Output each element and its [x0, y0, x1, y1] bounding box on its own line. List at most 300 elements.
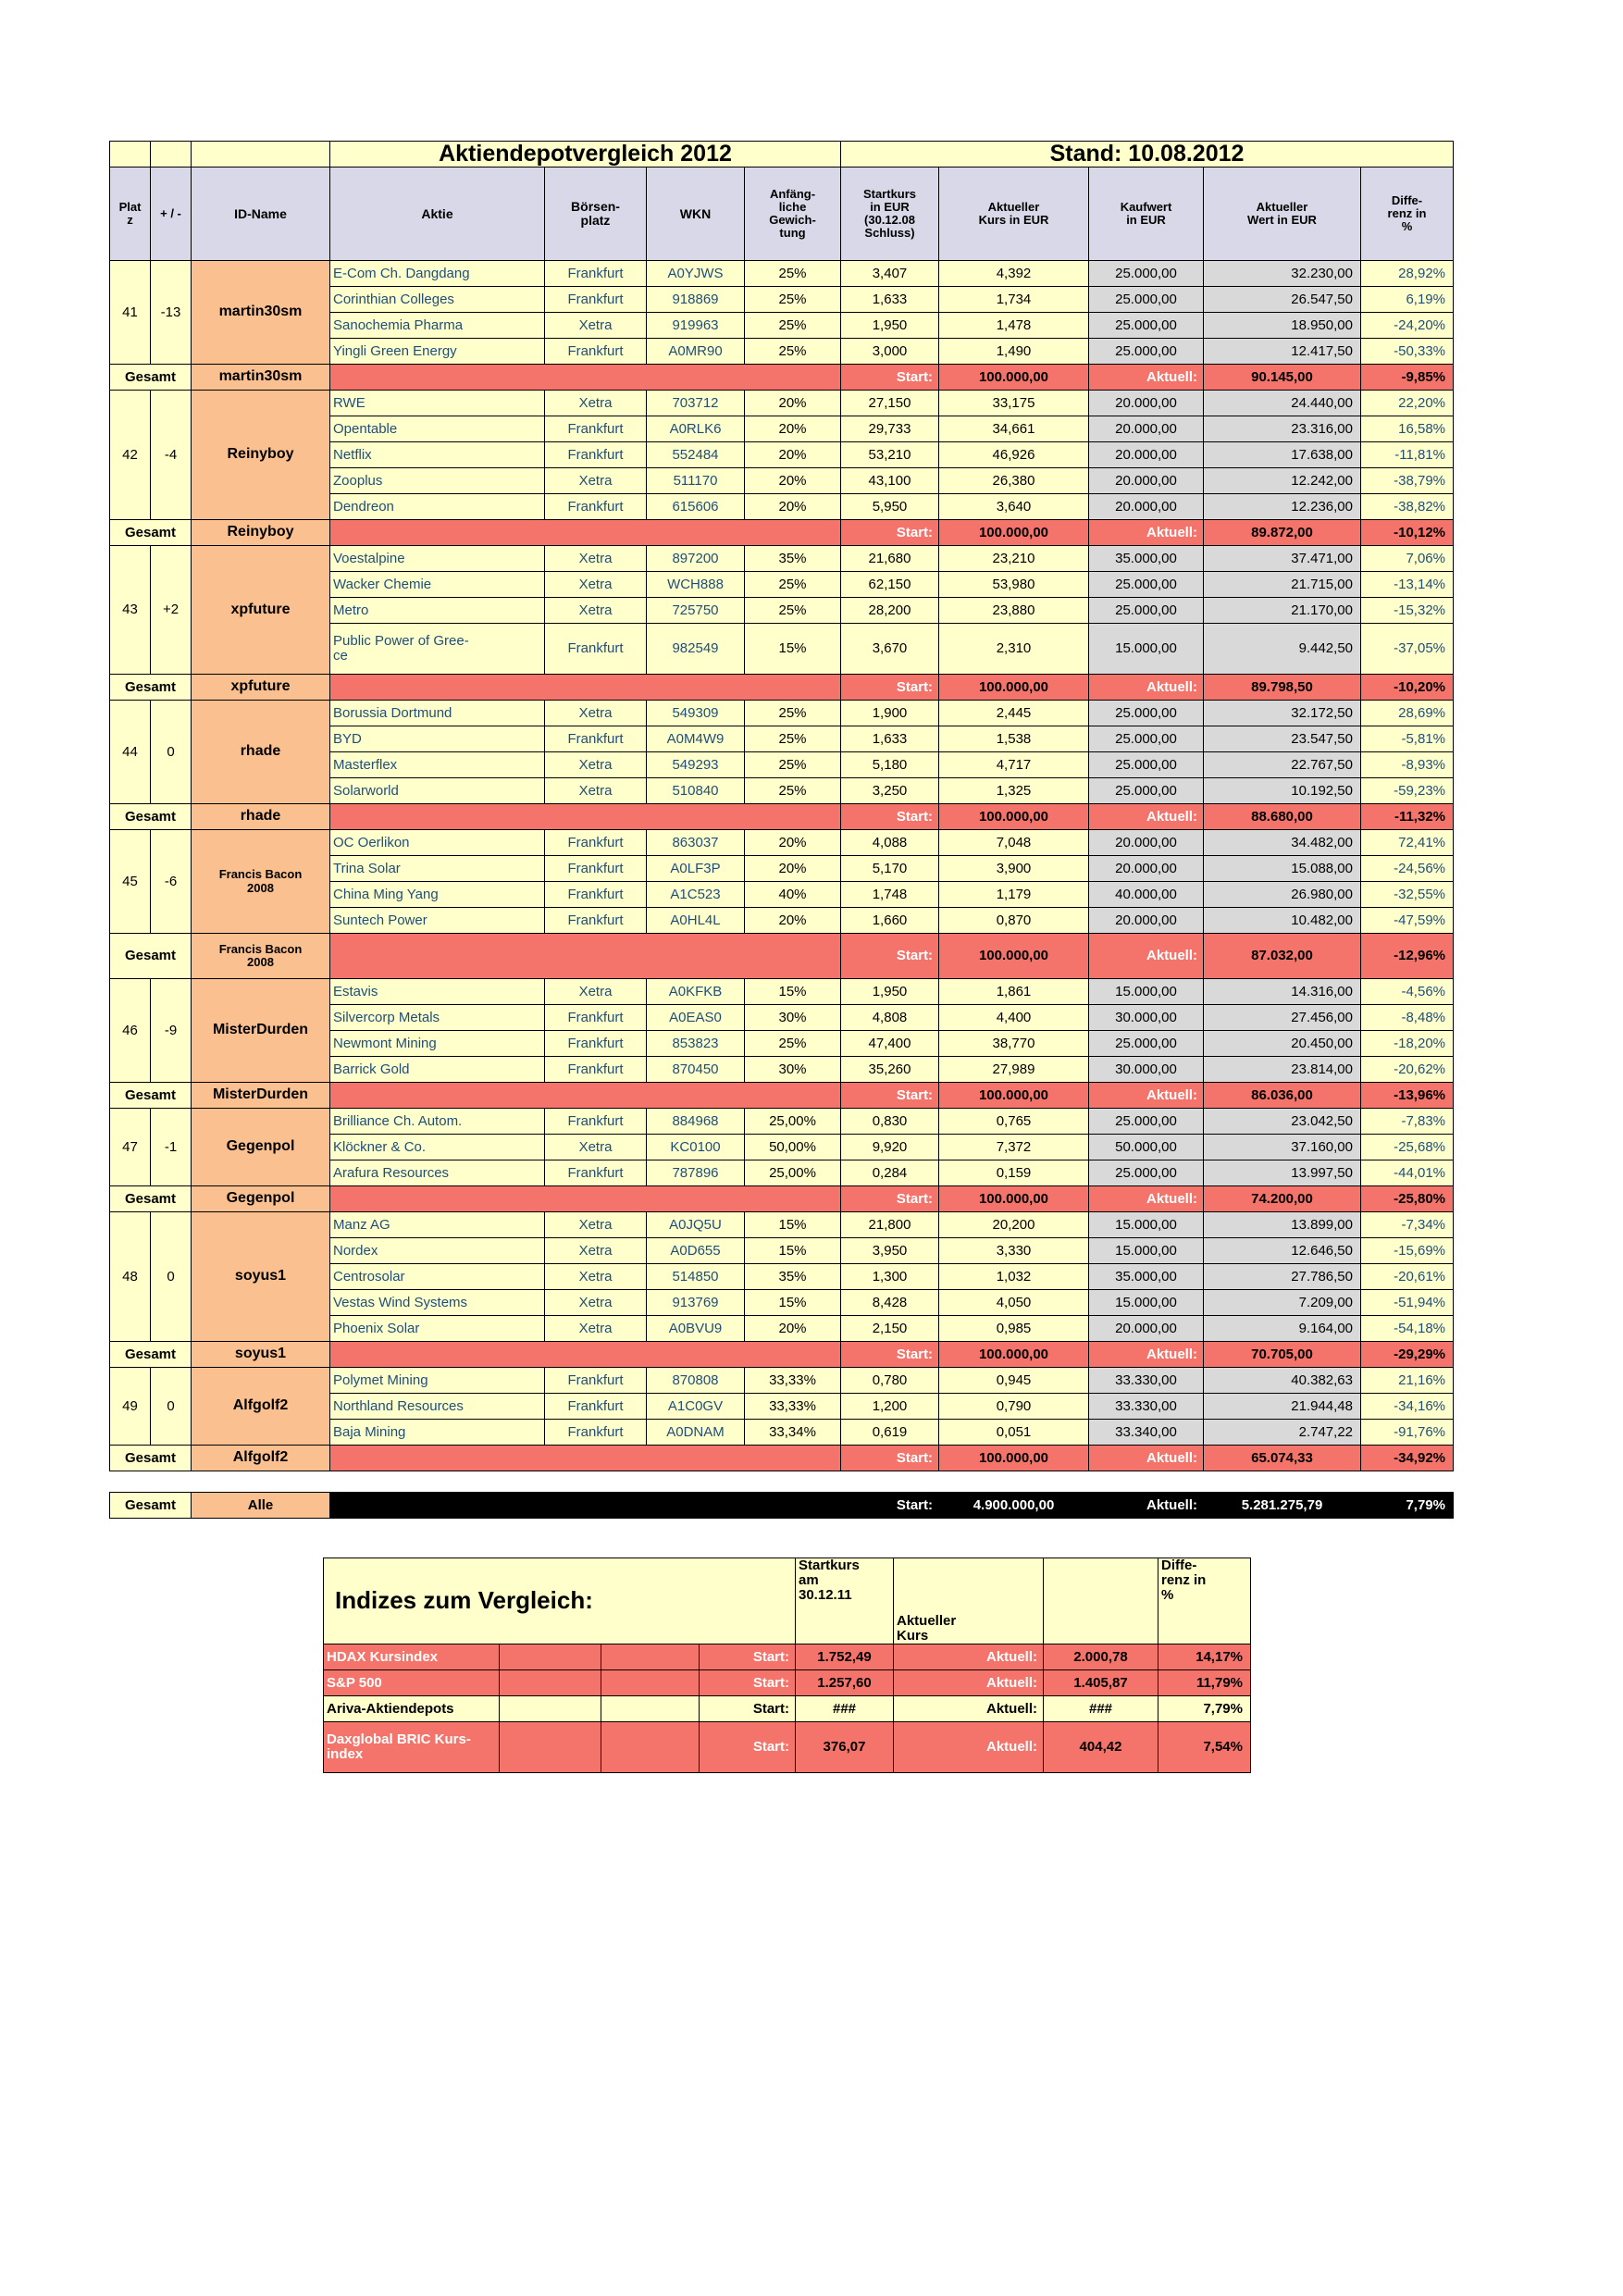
stock-exchange: Frankfurt: [545, 624, 647, 675]
depot-change: -1: [151, 1109, 192, 1186]
stock-weight: 25%: [745, 598, 841, 624]
index-start-value: ###: [796, 1696, 894, 1722]
stock-difference: -15,69%: [1361, 1238, 1454, 1264]
stock-start-price: 1,300: [841, 1264, 939, 1290]
depot-total-row: [110, 675, 1454, 701]
stock-wkn: A0D655: [647, 1238, 745, 1264]
stock-exchange: Frankfurt: [545, 339, 647, 365]
stock-current-price: 53,980: [939, 572, 1089, 598]
stock-name: Polymet Mining: [330, 1368, 545, 1394]
stock-buy-value: 25.000,00: [1089, 726, 1204, 752]
stock-current-price: 0,985: [939, 1316, 1089, 1342]
stock-buy-value: 25.000,00: [1089, 598, 1204, 624]
stock-name: China Ming Yang: [330, 882, 545, 908]
stock-wkn: 853823: [647, 1031, 745, 1057]
stock-wkn: 897200: [647, 546, 745, 572]
stock-start-price: 27,150: [841, 391, 939, 416]
stock-wkn: A0YJWS: [647, 261, 745, 287]
stock-wkn: A0M4W9: [647, 726, 745, 752]
stock-current-price: 2,310: [939, 624, 1089, 675]
depot-difference: -34,92%: [1361, 1446, 1454, 1471]
depot-change: -9: [151, 979, 192, 1083]
depot-platz: 45: [110, 830, 151, 934]
index-col-diff: Diffe- renz in %: [1158, 1558, 1251, 1644]
stock-current-price: 1,538: [939, 726, 1089, 752]
stock-start-price: 1,200: [841, 1394, 939, 1420]
index-row: [324, 1670, 1251, 1696]
start-label: Start:: [841, 1342, 939, 1368]
gesamt-blank-1: [330, 365, 841, 391]
stock-buy-value: 20.000,00: [1089, 830, 1204, 856]
stock-start-price: 21,800: [841, 1212, 939, 1238]
stock-wkn: A0HL4L: [647, 908, 745, 934]
start-label: Start:: [841, 804, 939, 830]
start-label: Start:: [841, 365, 939, 391]
stock-exchange: Frankfurt: [545, 856, 647, 882]
stock-weight: 15%: [745, 979, 841, 1005]
stock-exchange: Xetra: [545, 1290, 647, 1316]
stock-exchange: Xetra: [545, 752, 647, 778]
stock-current-price: 1,861: [939, 979, 1089, 1005]
stock-wkn: A1C523: [647, 882, 745, 908]
stock-name: Newmont Mining: [330, 1031, 545, 1057]
gesamt-depot-name: rhade: [192, 804, 330, 830]
stock-weight: 33,33%: [745, 1394, 841, 1420]
stock-name: Opentable: [330, 416, 545, 442]
stock-start-price: 3,250: [841, 778, 939, 804]
stock-difference: 22,20%: [1361, 391, 1454, 416]
col-header-startkurs: Startkurs in EUR (30.12.08 Schluss): [841, 168, 939, 261]
stock-name: Manz AG: [330, 1212, 545, 1238]
stock-name: Borussia Dortmund: [330, 701, 545, 726]
table-row: [110, 1368, 1454, 1394]
stock-weight: 25%: [745, 1031, 841, 1057]
stock-current-price: 27,989: [939, 1057, 1089, 1083]
stock-start-price: 53,210: [841, 442, 939, 468]
depot-total-row: [110, 365, 1454, 391]
stock-exchange: Frankfurt: [545, 726, 647, 752]
stock-weight: 40%: [745, 882, 841, 908]
depot-platz: 48: [110, 1212, 151, 1342]
stock-wkn: 787896: [647, 1160, 745, 1186]
index-start-label: Start:: [700, 1644, 796, 1670]
index-current-value: 2.000,78: [1044, 1644, 1158, 1670]
stock-current-price: 0,870: [939, 908, 1089, 934]
stock-buy-value: 25.000,00: [1089, 287, 1204, 313]
stock-name: Vestas Wind Systems: [330, 1290, 545, 1316]
gesamt-depot-name: Francis Bacon 2008: [192, 934, 330, 979]
stock-buy-value: 33.340,00: [1089, 1420, 1204, 1446]
spacer-cell: [110, 1471, 1454, 1493]
depot-platz: 46: [110, 979, 151, 1083]
stock-exchange: Xetra: [545, 468, 647, 494]
gesamt-blank-1: [330, 675, 841, 701]
stock-weight: 25%: [745, 261, 841, 287]
stock-start-price: 1,748: [841, 882, 939, 908]
gesamt-label: Gesamt: [110, 804, 192, 830]
depot-difference: -9,85%: [1361, 365, 1454, 391]
stock-start-price: 0,830: [841, 1109, 939, 1135]
stock-start-price: 62,150: [841, 572, 939, 598]
stock-difference: 16,58%: [1361, 416, 1454, 442]
stock-wkn: 884968: [647, 1109, 745, 1135]
depot-name: Alfgolf2: [192, 1368, 330, 1446]
stock-start-price: 28,200: [841, 598, 939, 624]
col-header-aktueller-wert: Aktueller Wert in EUR: [1204, 168, 1361, 261]
stock-weight: 25%: [745, 313, 841, 339]
start-label: Start:: [841, 675, 939, 701]
stock-weight: 20%: [745, 391, 841, 416]
index-difference: 14,17%: [1158, 1644, 1251, 1670]
stock-start-price: 47,400: [841, 1031, 939, 1057]
gesamt-depot-name: soyus1: [192, 1342, 330, 1368]
depot-change: 0: [151, 1368, 192, 1446]
stock-buy-value: 20.000,00: [1089, 908, 1204, 934]
stock-buy-value: 33.330,00: [1089, 1368, 1204, 1394]
stock-wkn: A0JQ5U: [647, 1212, 745, 1238]
depot-current-value: 89.872,00: [1204, 520, 1361, 546]
stock-current-price: 0,790: [939, 1394, 1089, 1420]
col-header-aktie: Aktie: [330, 168, 545, 261]
stock-name: Baja Mining: [330, 1420, 545, 1446]
stock-exchange: Xetra: [545, 572, 647, 598]
stock-current-price: 3,900: [939, 856, 1089, 882]
stock-current-value: 23.042,50: [1204, 1109, 1361, 1135]
stock-wkn: 514850: [647, 1264, 745, 1290]
stock-buy-value: 25.000,00: [1089, 1160, 1204, 1186]
gesamt-label: Gesamt: [110, 934, 192, 979]
stock-weight: 20%: [745, 908, 841, 934]
stock-exchange: Xetra: [545, 313, 647, 339]
gesamt-label: Gesamt: [110, 675, 192, 701]
depot-start-value: 100.000,00: [939, 934, 1089, 979]
stock-weight: 20%: [745, 416, 841, 442]
stock-current-value: 12.646,50: [1204, 1238, 1361, 1264]
stock-wkn: 549309: [647, 701, 745, 726]
depot-comparison-table: [109, 141, 1454, 1519]
grand-current-value: 5.281.275,79: [1204, 1493, 1361, 1519]
index-start-value: 1.257,60: [796, 1670, 894, 1696]
grand-start-label: Start:: [841, 1493, 939, 1519]
gesamt-label: Gesamt: [110, 365, 192, 391]
depot-change: 0: [151, 701, 192, 804]
stock-weight: 15%: [745, 1212, 841, 1238]
stock-current-price: 1,179: [939, 882, 1089, 908]
stock-current-price: 4,400: [939, 1005, 1089, 1031]
stock-difference: -24,20%: [1361, 313, 1454, 339]
stock-buy-value: 15.000,00: [1089, 1238, 1204, 1264]
stock-start-price: 4,088: [841, 830, 939, 856]
stock-exchange: Frankfurt: [545, 1057, 647, 1083]
depot-name: MisterDurden: [192, 979, 330, 1083]
title-row: [110, 142, 1454, 168]
depot-platz: 44: [110, 701, 151, 804]
depot-total-row: [110, 934, 1454, 979]
stock-current-price: 2,445: [939, 701, 1089, 726]
stock-current-value: 21.170,00: [1204, 598, 1361, 624]
stock-difference: -25,68%: [1361, 1135, 1454, 1160]
stock-exchange: Xetra: [545, 598, 647, 624]
spacer-row: [110, 1471, 1454, 1493]
stock-wkn: 510840: [647, 778, 745, 804]
stock-start-price: 43,100: [841, 468, 939, 494]
stock-weight: 25%: [745, 339, 841, 365]
page-title: Aktiendepotvergleich 2012: [330, 142, 841, 168]
aktuell-label: Aktuell:: [1089, 1186, 1204, 1212]
col-header-gewichtung: Anfäng- liche Gewich- tung: [745, 168, 841, 261]
stock-current-value: 13.899,00: [1204, 1212, 1361, 1238]
stock-buy-value: 15.000,00: [1089, 624, 1204, 675]
stock-weight: 30%: [745, 1057, 841, 1083]
stock-buy-value: 20.000,00: [1089, 1316, 1204, 1342]
aktuell-label: Aktuell:: [1089, 675, 1204, 701]
stock-exchange: Frankfurt: [545, 261, 647, 287]
stock-current-value: 37.160,00: [1204, 1135, 1361, 1160]
stock-start-price: 1,950: [841, 979, 939, 1005]
depot-name: rhade: [192, 701, 330, 804]
stock-name: OC Oerlikon: [330, 830, 545, 856]
col-header-kaufwert: Kaufwert in EUR: [1089, 168, 1204, 261]
stock-buy-value: 25.000,00: [1089, 572, 1204, 598]
stock-current-value: 17.638,00: [1204, 442, 1361, 468]
stock-weight: 35%: [745, 1264, 841, 1290]
depot-name: Reinyboy: [192, 391, 330, 520]
stock-difference: 7,06%: [1361, 546, 1454, 572]
gesamt-blank-1: [330, 1186, 841, 1212]
stock-exchange: Frankfurt: [545, 287, 647, 313]
stock-name: Voestalpine: [330, 546, 545, 572]
stock-buy-value: 25.000,00: [1089, 701, 1204, 726]
stock-current-price: 0,159: [939, 1160, 1089, 1186]
stock-difference: -24,56%: [1361, 856, 1454, 882]
stock-exchange: Xetra: [545, 1135, 647, 1160]
stock-wkn: 913769: [647, 1290, 745, 1316]
stock-weight: 15%: [745, 624, 841, 675]
stock-start-price: 8,428: [841, 1290, 939, 1316]
stock-exchange: Frankfurt: [545, 1394, 647, 1420]
stock-exchange: Xetra: [545, 1212, 647, 1238]
stock-weight: 35%: [745, 546, 841, 572]
stock-name: Zooplus: [330, 468, 545, 494]
stock-exchange: Xetra: [545, 391, 647, 416]
depot-current-value: 86.036,00: [1204, 1083, 1361, 1109]
stock-difference: 28,92%: [1361, 261, 1454, 287]
stock-current-value: 15.088,00: [1204, 856, 1361, 882]
stock-weight: 25,00%: [745, 1109, 841, 1135]
grand-alle-name: Alle: [192, 1493, 330, 1519]
stock-current-price: 1,032: [939, 1264, 1089, 1290]
stock-start-price: 2,150: [841, 1316, 939, 1342]
stock-name: Wacker Chemie: [330, 572, 545, 598]
index-aktuell-label: Aktuell:: [894, 1644, 1044, 1670]
depot-start-value: 100.000,00: [939, 520, 1089, 546]
grand-difference: 7,79%: [1361, 1493, 1454, 1519]
stock-name: Trina Solar: [330, 856, 545, 882]
stock-name: BYD: [330, 726, 545, 752]
stock-current-price: 7,048: [939, 830, 1089, 856]
stock-difference: -11,81%: [1361, 442, 1454, 468]
index-blank-2: [601, 1722, 700, 1773]
index-row: [324, 1696, 1251, 1722]
stock-current-value: 2.747,22: [1204, 1420, 1361, 1446]
stock-weight: 25%: [745, 572, 841, 598]
stock-exchange: Xetra: [545, 1264, 647, 1290]
stock-current-value: 21.944,48: [1204, 1394, 1361, 1420]
header-spacer-1: [110, 142, 151, 168]
stock-start-price: 35,260: [841, 1057, 939, 1083]
stock-difference: -8,93%: [1361, 752, 1454, 778]
grand-aktuell-label: Aktuell:: [1089, 1493, 1204, 1519]
depot-start-value: 100.000,00: [939, 365, 1089, 391]
stock-current-price: 23,880: [939, 598, 1089, 624]
gesamt-depot-name: martin30sm: [192, 365, 330, 391]
depot-name: martin30sm: [192, 261, 330, 365]
stock-name: Dendreon: [330, 494, 545, 520]
gesamt-blank-1: [330, 1342, 841, 1368]
stock-current-value: 9.442,50: [1204, 624, 1361, 675]
stock-current-price: 0,051: [939, 1420, 1089, 1446]
stock-wkn: 870450: [647, 1057, 745, 1083]
stock-buy-value: 15.000,00: [1089, 1290, 1204, 1316]
stock-buy-value: 15.000,00: [1089, 979, 1204, 1005]
index-row: [324, 1722, 1251, 1773]
index-aktuell-label: Aktuell:: [894, 1722, 1044, 1773]
stock-wkn: A0KFKB: [647, 979, 745, 1005]
index-difference: 7,54%: [1158, 1722, 1251, 1773]
stock-current-value: 32.172,50: [1204, 701, 1361, 726]
stock-exchange: Xetra: [545, 701, 647, 726]
stock-buy-value: 25.000,00: [1089, 1031, 1204, 1057]
stock-wkn: 615606: [647, 494, 745, 520]
depot-platz: 47: [110, 1109, 151, 1186]
stock-current-value: 21.715,00: [1204, 572, 1361, 598]
stock-difference: -4,56%: [1361, 979, 1454, 1005]
stock-exchange: Frankfurt: [545, 882, 647, 908]
index-name: Daxglobal BRIC Kurs- index: [324, 1722, 500, 1773]
aktuell-label: Aktuell:: [1089, 934, 1204, 979]
stock-exchange: Frankfurt: [545, 442, 647, 468]
index-title: Indizes zum Vergleich:: [324, 1558, 796, 1644]
stock-start-price: 29,733: [841, 416, 939, 442]
stock-name: Corinthian Colleges: [330, 287, 545, 313]
depot-platz: 43: [110, 546, 151, 675]
stock-current-price: 46,926: [939, 442, 1089, 468]
stock-current-value: 23.547,50: [1204, 726, 1361, 752]
stock-buy-value: 35.000,00: [1089, 1264, 1204, 1290]
stock-exchange: Xetra: [545, 979, 647, 1005]
depot-total-row: [110, 1186, 1454, 1212]
col-header-differenz: Diffe- renz in %: [1361, 168, 1454, 261]
index-aktuell-label: Aktuell:: [894, 1670, 1044, 1696]
depot-total-row: [110, 804, 1454, 830]
stock-exchange: Frankfurt: [545, 416, 647, 442]
stock-buy-value: 25.000,00: [1089, 313, 1204, 339]
stock-wkn: A0MR90: [647, 339, 745, 365]
depot-platz: 49: [110, 1368, 151, 1446]
stock-name: Suntech Power: [330, 908, 545, 934]
stock-buy-value: 20.000,00: [1089, 391, 1204, 416]
stock-difference: -7,34%: [1361, 1212, 1454, 1238]
gesamt-depot-name: xpfuture: [192, 675, 330, 701]
stock-start-price: 5,170: [841, 856, 939, 882]
stock-difference: -34,16%: [1361, 1394, 1454, 1420]
gesamt-label: Gesamt: [110, 1186, 192, 1212]
stock-start-price: 1,633: [841, 287, 939, 313]
index-row: [324, 1644, 1251, 1670]
table-row: [110, 979, 1454, 1005]
stock-weight: 15%: [745, 1238, 841, 1264]
stand-label: Stand: 10.08.2012: [841, 142, 1454, 168]
stock-current-price: 3,330: [939, 1238, 1089, 1264]
stock-weight: 20%: [745, 856, 841, 882]
table-row: [110, 391, 1454, 416]
index-difference: 7,79%: [1158, 1696, 1251, 1722]
index-blank-1: [500, 1670, 601, 1696]
start-label: Start:: [841, 1083, 939, 1109]
index-blank-2: [601, 1696, 700, 1722]
stock-current-value: 40.382,63: [1204, 1368, 1361, 1394]
stock-buy-value: 20.000,00: [1089, 468, 1204, 494]
gesamt-depot-name: Reinyboy: [192, 520, 330, 546]
stock-start-price: 3,407: [841, 261, 939, 287]
gesamt-blank-1: [330, 1083, 841, 1109]
stock-difference: -20,61%: [1361, 1264, 1454, 1290]
stock-current-price: 26,380: [939, 468, 1089, 494]
stock-current-price: 38,770: [939, 1031, 1089, 1057]
table-row: [110, 701, 1454, 726]
depot-difference: -10,20%: [1361, 675, 1454, 701]
col-header-boersenplatz: Börsen- platz: [545, 168, 647, 261]
stock-name: Nordex: [330, 1238, 545, 1264]
stock-exchange: Frankfurt: [545, 494, 647, 520]
stock-difference: -15,32%: [1361, 598, 1454, 624]
stock-exchange: Frankfurt: [545, 1160, 647, 1186]
stock-wkn: A0RLK6: [647, 416, 745, 442]
stock-current-value: 10.192,50: [1204, 778, 1361, 804]
table-row: [110, 546, 1454, 572]
stock-exchange: Frankfurt: [545, 1031, 647, 1057]
stock-buy-value: 30.000,00: [1089, 1005, 1204, 1031]
stock-current-value: 22.767,50: [1204, 752, 1361, 778]
depot-difference: -13,96%: [1361, 1083, 1454, 1109]
stock-name: Solarworld: [330, 778, 545, 804]
stock-name: Public Power of Gree- ce: [330, 624, 545, 675]
stock-start-price: 1,950: [841, 313, 939, 339]
stock-wkn: A0EAS0: [647, 1005, 745, 1031]
stock-weight: 25%: [745, 726, 841, 752]
stock-difference: -5,81%: [1361, 726, 1454, 752]
stock-current-value: 24.440,00: [1204, 391, 1361, 416]
depot-current-value: 88.680,00: [1204, 804, 1361, 830]
stock-wkn: 918869: [647, 287, 745, 313]
depot-change: -13: [151, 261, 192, 365]
index-header-row: [324, 1558, 1251, 1644]
stock-buy-value: 20.000,00: [1089, 416, 1204, 442]
index-start-label: Start:: [700, 1696, 796, 1722]
col-header-aktueller-kurs: Aktueller Kurs in EUR: [939, 168, 1089, 261]
depot-platz: 41: [110, 261, 151, 365]
index-blank-1: [500, 1722, 601, 1773]
stock-difference: -37,05%: [1361, 624, 1454, 675]
index-name: Ariva-Aktiendepots: [324, 1696, 500, 1722]
stock-buy-value: 20.000,00: [1089, 442, 1204, 468]
stock-exchange: Xetra: [545, 778, 647, 804]
aktuell-label: Aktuell:: [1089, 365, 1204, 391]
stock-current-value: 27.786,50: [1204, 1264, 1361, 1290]
stock-difference: -51,94%: [1361, 1290, 1454, 1316]
header-spacer-2: [151, 142, 192, 168]
stock-start-price: 5,180: [841, 752, 939, 778]
